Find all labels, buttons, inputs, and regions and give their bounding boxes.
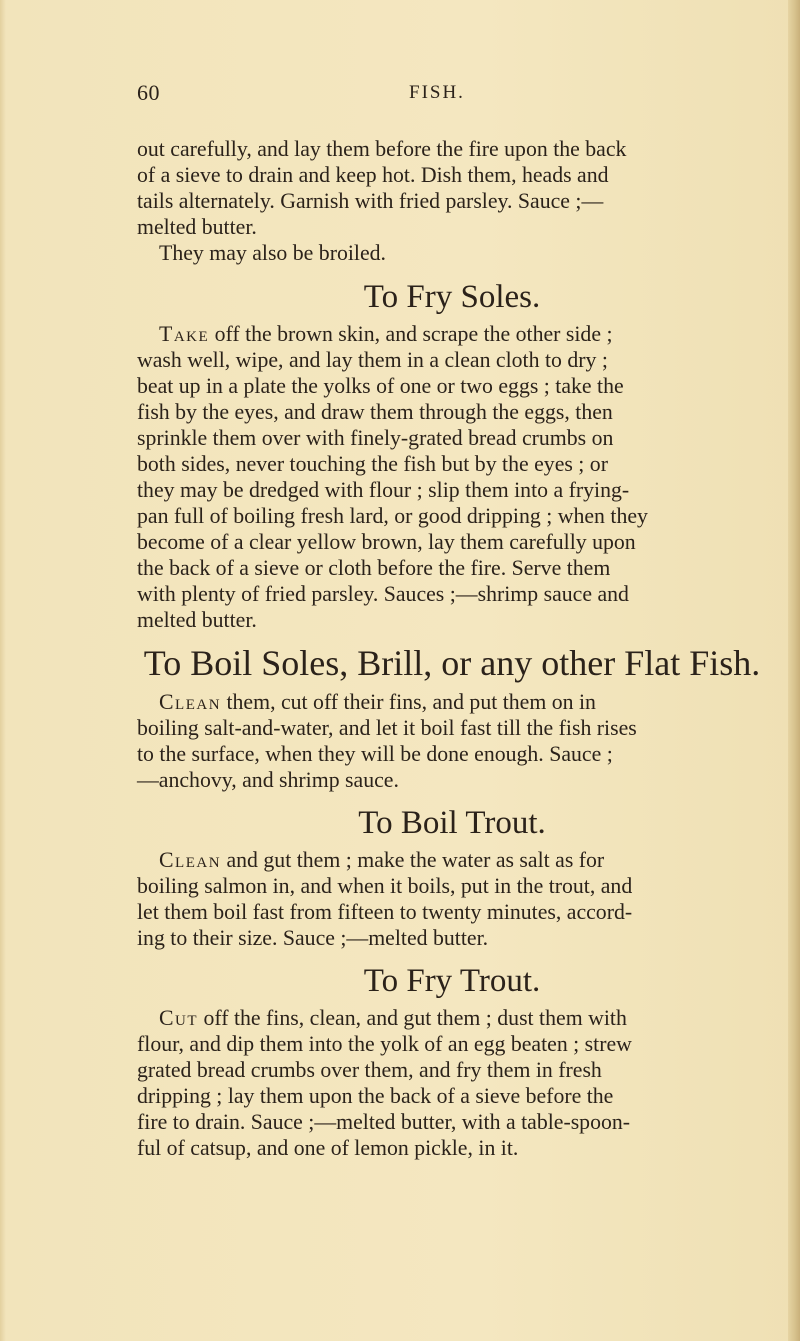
- text-line: ing to their size. Sauce ;—melted butter.: [137, 926, 489, 950]
- text-line: [137, 847, 767, 873]
- intro-paragraph: [137, 136, 767, 266]
- page-header: [137, 80, 765, 110]
- recipe-body-boil-soles: [137, 689, 767, 793]
- text-line: ful of catsup, and one of lemon pickle, in it.: [137, 1136, 519, 1160]
- text-line: tails alternately. Garnish with fried parsley. Sauce ;—: [137, 189, 604, 213]
- page-right-edge: [788, 0, 800, 1341]
- lead-word: Take: [159, 322, 210, 346]
- text-line: [137, 689, 767, 715]
- recipe-title-boil-soles: To Boil Soles, Brill, or any other Flat Fish.: [143, 643, 761, 683]
- text-line: become of a clear yellow brown, lay them carefully upon: [137, 530, 636, 554]
- running-head: FISH.: [409, 82, 465, 103]
- text-line: fire to drain. Sauce ;—melted butter, with a table-spoon-: [137, 1110, 631, 1134]
- lead-word: Clean: [159, 690, 222, 714]
- text-line: —anchovy, and shrimp sauce.: [137, 768, 399, 792]
- text-line: boiling salt-and-water, and let it boil fast till the fish rises: [137, 716, 637, 740]
- line-text: off the brown skin, and scrape the other side ;: [209, 322, 613, 346]
- text-line: flour, and dip them into the yolk of an egg beaten ; strew: [137, 1032, 632, 1056]
- line-text: them, cut off their fins, and put them on in: [221, 690, 596, 714]
- text-line: boiling salmon in, and when it boils, put in the trout, and: [137, 874, 633, 898]
- page-body: [137, 136, 767, 1161]
- text-line: dripping ; lay them upon the back of a sieve before the: [137, 1084, 614, 1108]
- text-line: wash well, wipe, and lay them in a clean cloth to dry ;: [137, 348, 608, 372]
- text-line: pan full of boiling fresh lard, or good dripping ; when they: [137, 504, 648, 528]
- recipe-title-fry-soles: To Fry Soles.: [363, 279, 541, 315]
- text-line: let them boil fast from fifteen to twenty minutes, accord-: [137, 900, 633, 924]
- text-line: [137, 1005, 767, 1031]
- text-line: of a sieve to drain and keep hot. Dish them, heads and: [137, 163, 609, 187]
- text-line: both sides, never touching the fish but by the eyes ; or: [137, 452, 608, 476]
- recipe-title-boil-trout: To Boil Trout.: [358, 805, 546, 841]
- text-line: They may also be broiled.: [159, 241, 386, 265]
- text-line: beat up in a plate the yolks of one or two eggs ; take the: [137, 374, 624, 398]
- page-number: 60: [137, 80, 160, 105]
- recipe-body-fry-soles: [137, 321, 767, 633]
- text-line: to the surface, when they will be done enough. Sauce ;: [137, 742, 613, 766]
- lead-word: Clean: [159, 848, 222, 872]
- text-line: grated bread crumbs over them, and fry them in fresh: [137, 1058, 602, 1082]
- text-line: melted butter.: [137, 608, 257, 632]
- text-line: out carefully, and lay them before the fire upon the back: [137, 137, 627, 161]
- text-line: they may be dredged with flour ; slip them into a frying-: [137, 478, 630, 502]
- recipe-body-boil-trout: [137, 847, 767, 951]
- recipe-title-fry-trout: To Fry Trout.: [363, 963, 541, 999]
- text-line: melted butter.: [137, 215, 257, 239]
- text-line: [137, 321, 767, 347]
- text-line: sprinkle them over with finely-grated bread crumbs on: [137, 426, 614, 450]
- page-left-edge: [0, 0, 6, 1341]
- line-text: off the fins, clean, and gut them ; dust them with: [198, 1006, 627, 1030]
- text-line: fish by the eyes, and draw them through the eggs, then: [137, 400, 613, 424]
- lead-word: Cut: [159, 1006, 199, 1030]
- recipe-body-fry-trout: [137, 1005, 767, 1161]
- line-text: and gut them ; make the water as salt as for: [221, 848, 605, 872]
- text-line: with plenty of fried parsley. Sauces ;—shrimp sauce and: [137, 582, 629, 606]
- text-line: the back of a sieve or cloth before the fire. Serve them: [137, 556, 611, 580]
